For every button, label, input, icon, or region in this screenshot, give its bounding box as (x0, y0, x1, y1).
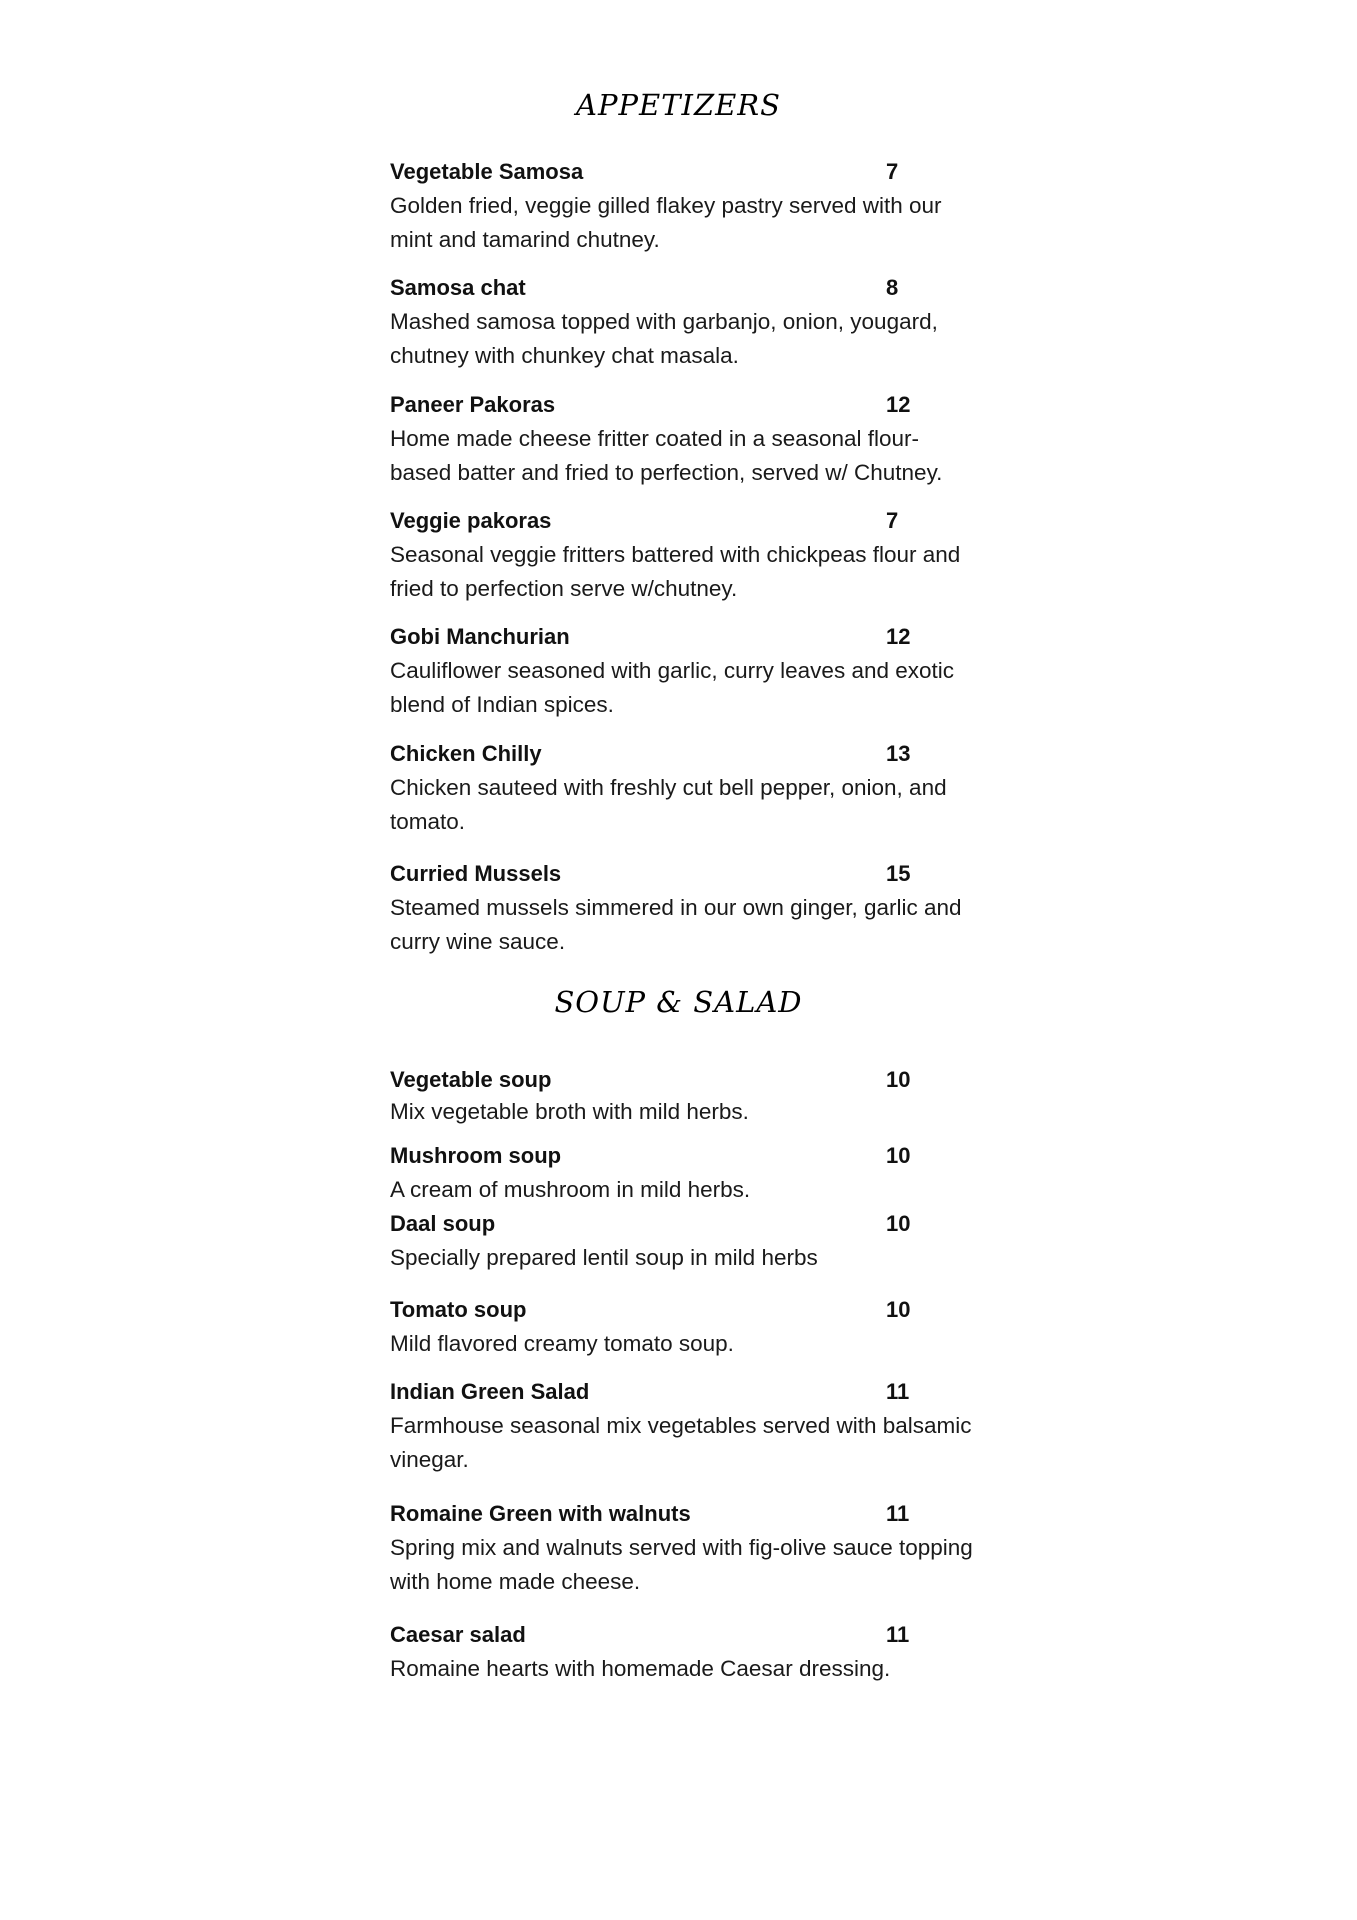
item-description: Mix vegetable broth with mild herbs. (390, 1099, 749, 1124)
item-price: 8 (886, 275, 899, 300)
menu-item (390, 155, 990, 257)
menu-item (390, 1293, 990, 1361)
item-price: 7 (886, 159, 899, 184)
item-description: A cream of mushroom in mild herbs. (390, 1177, 751, 1202)
item-name: Samosa chat (390, 275, 526, 300)
menu-item (390, 504, 990, 606)
item-price: 15 (886, 861, 911, 886)
item-name: Vegetable Samosa (390, 159, 584, 184)
section-title-soup-salad: SOUP & SALAD (554, 985, 803, 1019)
item-description: Farmhouse seasonal mix vegetables served with balsamic vinegar. (390, 1413, 972, 1472)
item-price: 10 (886, 1067, 911, 1092)
item-description: Cauliflower seasoned with garlic, curry leaves and exotic blend of Indian spices. (390, 658, 955, 717)
item-price: 11 (886, 1622, 910, 1647)
item-description: Spring mix and walnuts served with fig-olive sauce topping with home made cheese. (390, 1535, 973, 1594)
menu-item (390, 1497, 990, 1599)
item-description: Golden fried, veggie gilled flakey pastry served with our mint and tamarind chutney. (390, 193, 942, 252)
menu-item (390, 388, 990, 490)
item-name: Caesar salad (390, 1622, 526, 1647)
item-name: Gobi Manchurian (390, 624, 570, 649)
menu-item (390, 620, 990, 722)
menu-item (390, 271, 990, 373)
item-description: Seasonal veggie fritters battered with chickpeas flour and fried to perfection serve w/chutney. (390, 542, 961, 601)
item-price: 12 (886, 624, 911, 649)
item-description: Home made cheese fritter coated in a seasonal flour-based batter and fried to perfection, served w/ Chutney. (390, 426, 943, 485)
item-name: Indian Green Salad (390, 1379, 590, 1404)
section-title-appetizers: APPETIZERS (576, 88, 781, 122)
item-name: Veggie pakoras (390, 508, 552, 533)
menu-item (390, 1375, 990, 1477)
item-description: Specially prepared lentil soup in mild herbs (390, 1245, 818, 1270)
item-name: Romaine Green with walnuts (390, 1501, 691, 1526)
item-description: Romaine hearts with homemade Caesar dressing. (390, 1656, 891, 1681)
item-price: 12 (886, 392, 911, 417)
menu-item (390, 857, 990, 959)
item-name: Daal soup (390, 1211, 496, 1236)
menu-item (390, 1618, 990, 1686)
item-description: Chicken sauteed with freshly cut bell pepper, onion, and tomato. (390, 775, 947, 834)
item-price: 10 (886, 1211, 911, 1236)
item-name: Curried Mussels (390, 861, 562, 886)
item-name: Chicken Chilly (390, 741, 542, 766)
item-name: Tomato soup (390, 1297, 527, 1322)
menu-item (390, 1063, 990, 1127)
item-name: Paneer Pakoras (390, 392, 556, 417)
menu-item (390, 737, 990, 839)
item-price: 7 (886, 508, 899, 533)
item-name: Mushroom soup (390, 1143, 562, 1168)
item-description: Steamed mussels simmered in our own ginger, garlic and curry wine sauce. (390, 895, 962, 954)
item-price: 11 (886, 1501, 910, 1526)
item-description: Mashed samosa topped with garbanjo, onion, yougard, chutney with chunkey chat masala. (390, 309, 938, 368)
item-description: Mild flavored creamy tomato soup. (390, 1331, 734, 1356)
item-price: 10 (886, 1143, 911, 1168)
item-price: 11 (886, 1379, 910, 1404)
item-name: Vegetable soup (390, 1067, 552, 1092)
menu-item (390, 1207, 990, 1275)
item-price: 13 (886, 741, 911, 766)
item-price: 10 (886, 1297, 911, 1322)
menu-item (390, 1139, 990, 1207)
